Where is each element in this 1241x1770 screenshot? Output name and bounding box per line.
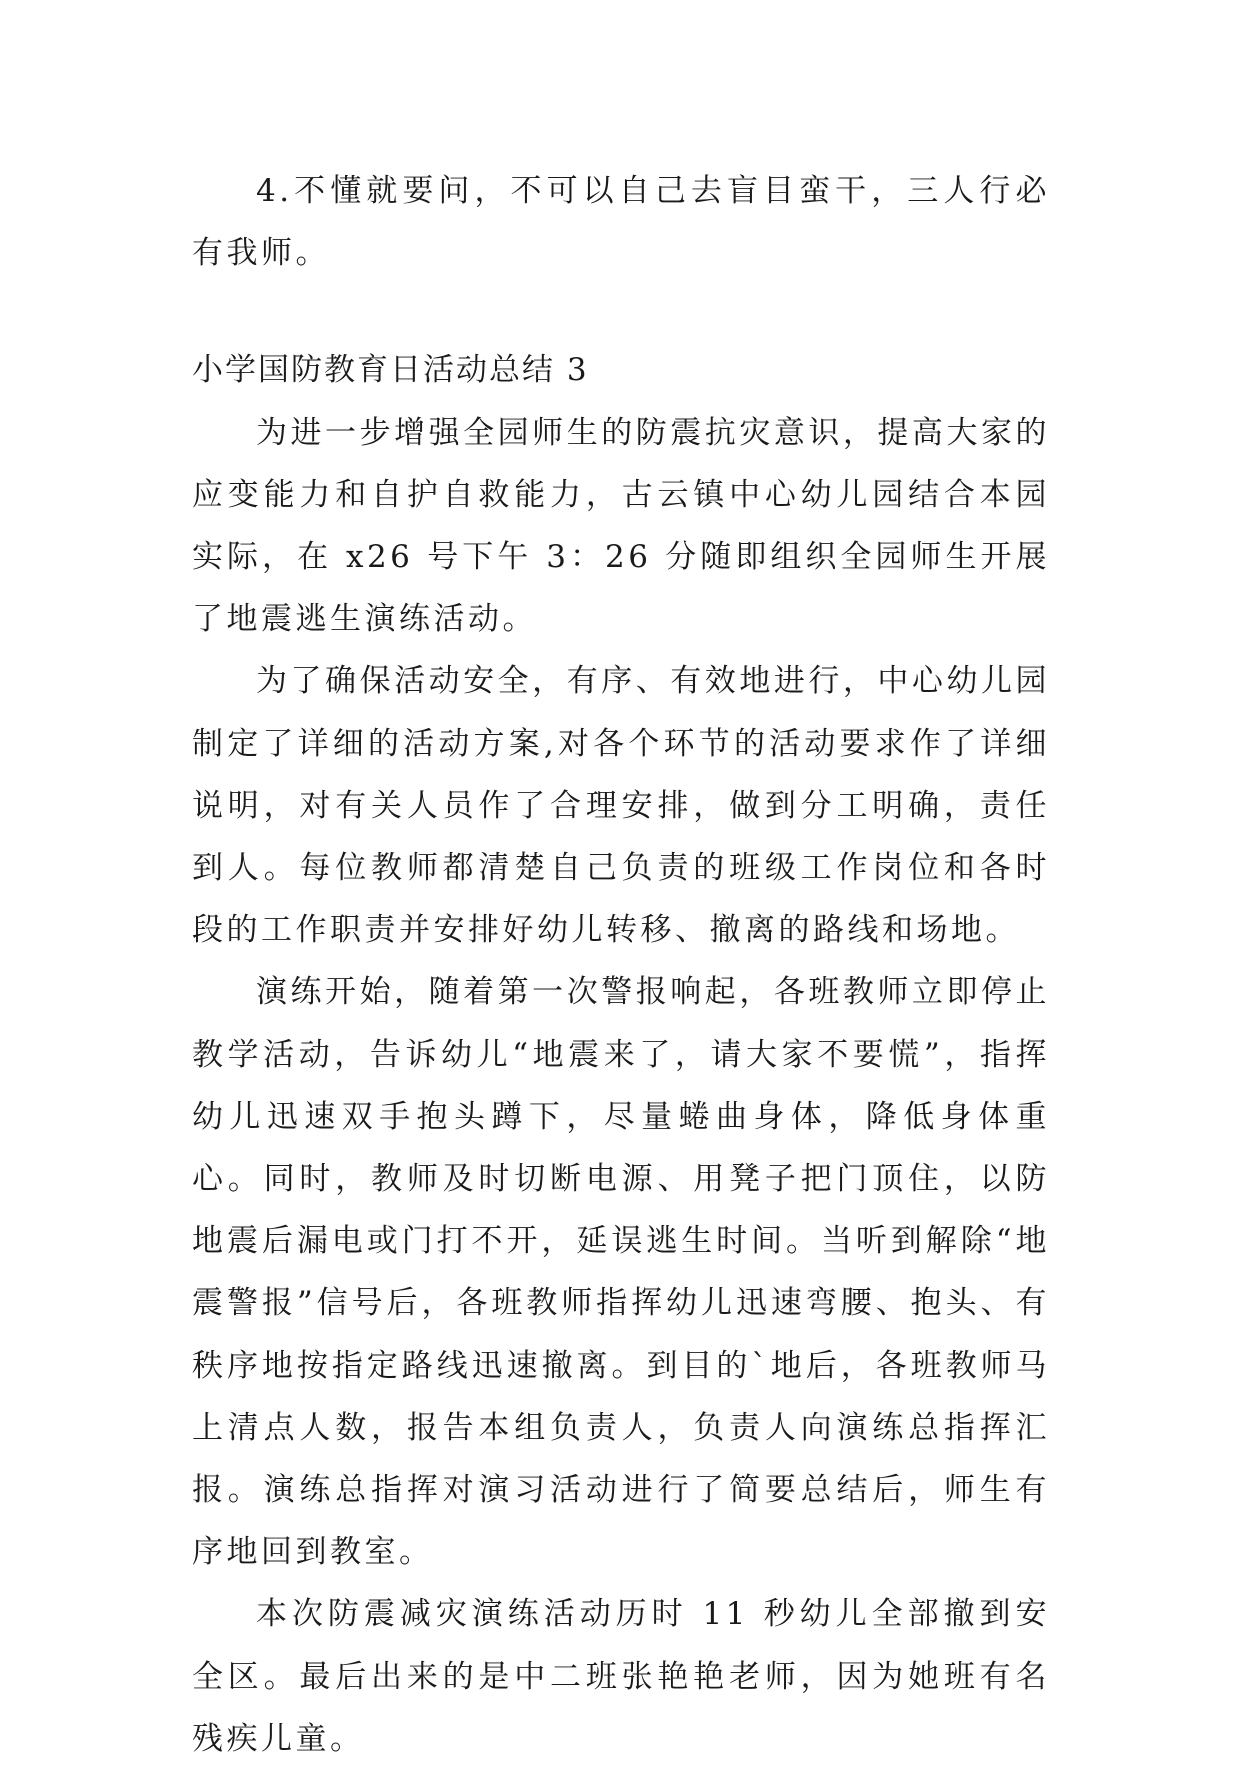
document-page — [192, 160, 1050, 1770]
section-title: 小学国防教育日活动总结 3 — [192, 352, 589, 389]
body-paragraph-2: 为了确保活动安全，有序、有效地进行，中心幼儿园制定了详细的活动方案,对各个环节的活动要求作了详细说明，对有关人员作了合理安排，做到分工明确，责任到人。每位教师都清楚自己负责的班级工作岗位和各时段的工作职责并安排好幼儿转移、撤离的路线和场地。 — [192, 663, 1050, 949]
body-paragraph-3: 演练开始，随着第一次警报响起，各班教师立即停止教学活动，告诉幼儿“地震来了，请大家不要慌”，指挥幼儿迅速双手抱头蹲下，尽量蜷曲身体，降低身体重心。同时，教师及时切断电源、用凳子把门顶住，以防地震后漏电或门打不开，延误逃生时间。当听到解除“地震警报”信号后，各班教师指挥幼儿迅速弯腰、抱头、有秩序地按指定路线迅速撤离。到目的`地后，各班教师马上清点人数，报告本组负责人，负责人向演练总指挥汇报。演练总指挥对演习活动进行了简要总结后，师生有序地回到教室。 — [192, 974, 1050, 1571]
body-paragraph-1: 为进一步增强全园师生的防震抗灾意识，提高大家的应变能力和自护自救能力，古云镇中心幼儿园结合本园实际，在 x26 号下午 3：26 分随即组织全园师生开展了地震逃生演练活动。 — [192, 414, 1050, 638]
section-spacer — [192, 284, 1050, 339]
body-paragraph-4: 本次防震减灾演练活动历时 11 秒幼儿全部撤到安全区。最后出来的是中二班张艳艳老师，因为她班有名残疾儿童。 — [192, 1596, 1050, 1757]
intro-list-item: 4.不懂就要问，不可以自己去盲目蛮干，三人行必有我师。 — [192, 173, 1050, 272]
